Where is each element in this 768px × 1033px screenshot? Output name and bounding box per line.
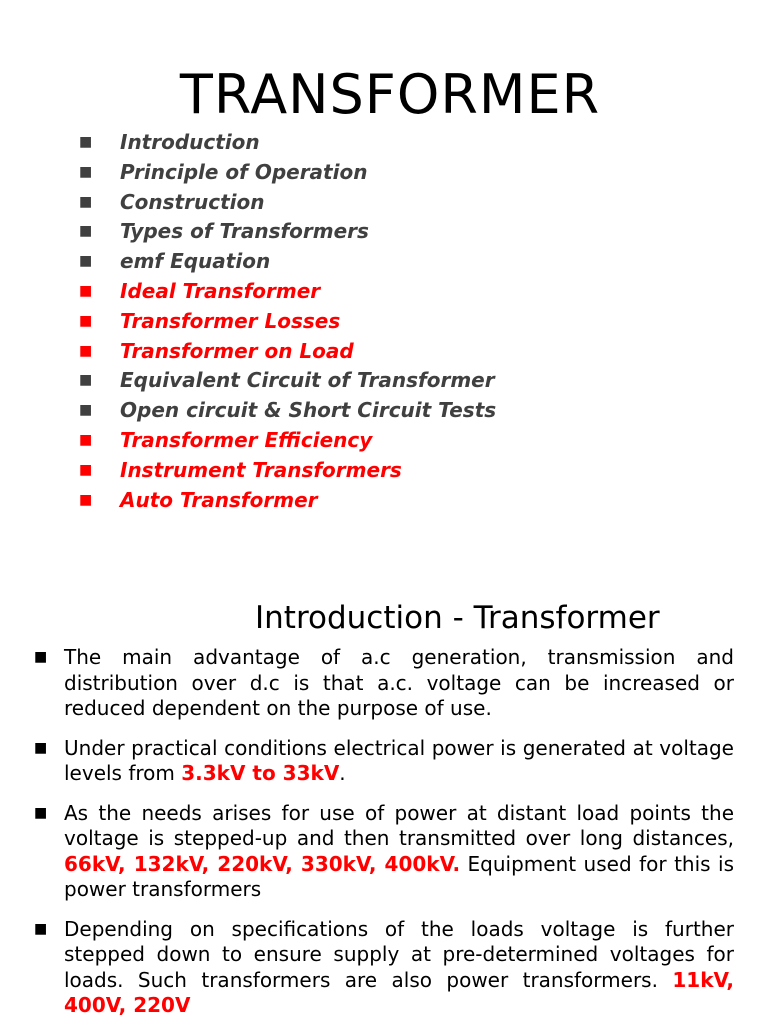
topic-item-highlighted [74,486,496,516]
topic-label: Transformer Losses [120,308,341,333]
point-text: Under practical conditions electrical power is generated at voltage levels from [64,735,734,785]
section-title: Introduction - Transformer [255,600,660,636]
topic-label: Types of Transformers [120,219,369,244]
bullet-icon: ■ [79,163,93,180]
topic-item [74,188,496,218]
bullet-icon: ■ [34,649,48,665]
intro-point [34,801,734,903]
bullet-icon: ■ [79,372,93,389]
slide-title: TRANSFORMER [179,63,601,126]
topic-label: Transformer Efficiency [120,427,373,452]
bullet-icon: ■ [79,193,93,210]
voltage-highlight: 11kV, 400V, 220V [64,967,734,1017]
bullet-icon: ■ [79,342,93,359]
point-tail: Equipment used for this is power transformers [64,851,734,901]
point-tail: . [339,761,346,785]
topic-list [74,128,496,515]
topic-label: Auto Transformer [120,487,318,512]
topic-label: Equivalent Circuit of Transformer [120,368,495,393]
voltage-highlight: 66kV, 132kV, 220kV, 330kV, 400kV. [64,851,461,876]
voltage-highlight: 3.3kV to 33kV [181,761,340,785]
topic-label: Introduction [120,130,260,154]
intro-point [34,645,734,722]
topic-label: Principle of Operation [120,159,368,184]
topic-label: Ideal Transformer [120,278,321,303]
point-text: The main advantage of a.c generation, transmission and distribution over d.c is that a.c. voltage can be increased or reduced dependent on the purpose of use. [64,645,734,720]
bullet-icon: ■ [79,431,93,448]
topic-label: Instrument Transformers [120,457,402,482]
topic-item-highlighted [74,337,496,367]
bullet-icon: ■ [79,253,93,270]
topic-item [74,217,496,247]
point-text: As the needs arises for use of power at distant load points the voltage is stepped-up and then transmitted over long distances, [64,800,734,850]
bullet-icon: ■ [79,282,93,299]
topic-item [74,366,496,396]
bullet-icon: ■ [79,491,93,508]
bullet-icon: ■ [79,461,93,478]
topic-label: Construction [120,189,265,214]
bullet-icon: ■ [34,739,48,756]
bullet-icon: ■ [79,402,93,419]
topic-item [74,128,496,158]
topic-label: emf Equation [120,249,271,274]
topic-label: Transformer on Load [120,338,354,363]
bullet-icon: ■ [79,134,93,150]
topic-item-highlighted [74,456,496,486]
bullet-icon: ■ [79,312,93,329]
intro-points [34,645,734,1033]
topic-label: Open circuit & Short Circuit Tests [120,398,497,423]
intro-point [34,736,734,787]
topic-item [74,158,496,188]
bullet-icon: ■ [34,804,48,821]
topic-item [74,247,496,277]
point-text: Depending on specifications of the loads voltage is further stepped down to ensure supply at pre-determined voltages for loads. Such transformers are also power transformers. [64,916,734,992]
intro-point [34,917,734,1019]
topic-item-highlighted [74,277,496,307]
topic-item-highlighted [74,307,496,337]
bullet-icon: ■ [34,920,48,937]
topic-item-highlighted [74,426,496,456]
bullet-icon: ■ [79,223,93,240]
topic-item [74,396,496,426]
